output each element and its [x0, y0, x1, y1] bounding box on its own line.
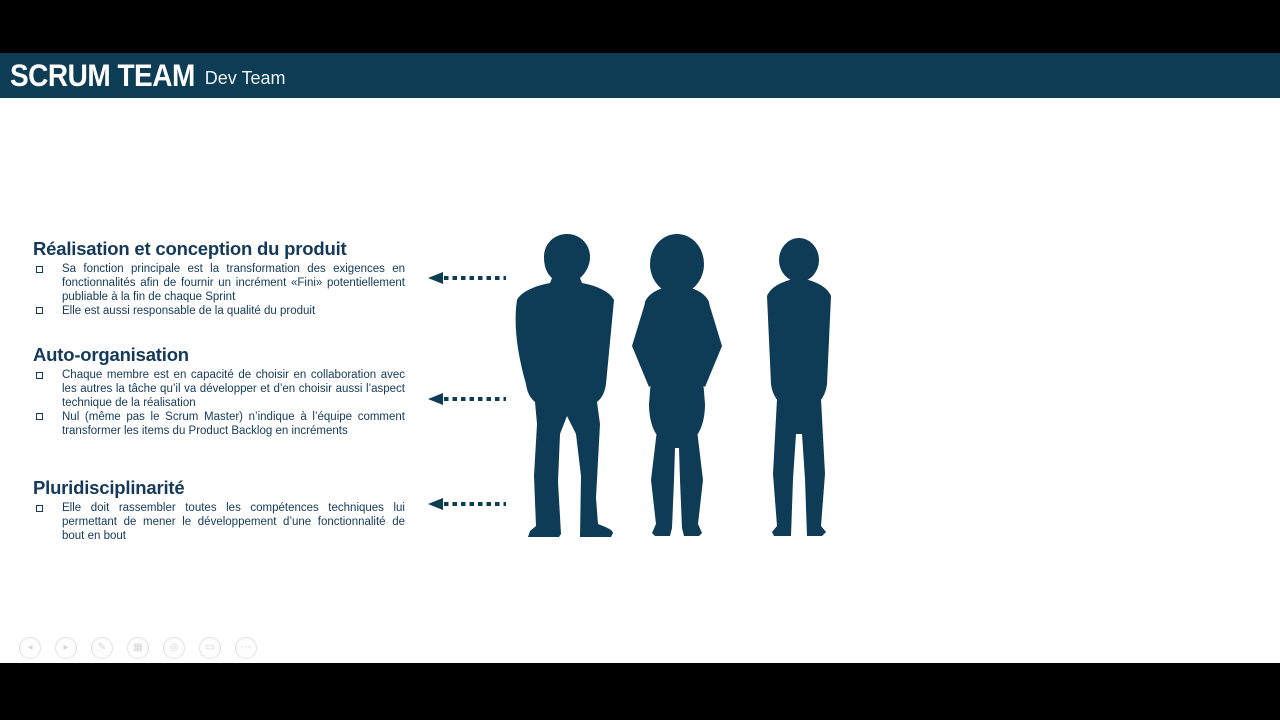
- section-heading: Réalisation et conception du produit: [33, 238, 347, 259]
- arrowhead-left-icon: [428, 393, 443, 405]
- bullet-item: [33, 305, 405, 319]
- zoom-slide-button[interactable]: [163, 637, 185, 659]
- next-slide-button[interactable]: [55, 637, 77, 659]
- bullet-item: [33, 369, 405, 410]
- subtitles-button[interactable]: [199, 637, 221, 659]
- letterbox-top: [0, 0, 1280, 53]
- dotted-arrow-top: [428, 271, 506, 285]
- bullet-square-icon: [36, 505, 43, 512]
- more-options-button[interactable]: [235, 637, 257, 659]
- slide-subtitle: Dev Team: [204, 68, 286, 88]
- arrowhead-left-icon: [428, 272, 443, 284]
- slide-title-banner: [0, 53, 1280, 98]
- dotted-arrow-bottom: [428, 497, 506, 511]
- section-heading: Auto-organisation: [33, 344, 189, 365]
- previous-icon: ◂: [27, 642, 33, 653]
- letterbox-bottom: [0, 663, 1280, 720]
- presenter-toolbar: [19, 637, 257, 659]
- section-realisation: [33, 238, 405, 319]
- bullet-square-icon: [36, 266, 43, 273]
- bullet-item: [33, 502, 405, 543]
- subtitles-icon: ▭: [205, 642, 215, 653]
- pen-icon: ✎: [97, 642, 107, 653]
- silhouette-man-right: [767, 238, 831, 536]
- silhouette-man-left: [516, 234, 614, 537]
- bullet-square-icon: [36, 413, 43, 420]
- next-icon: ▸: [63, 642, 69, 653]
- bullet-text: Nul (même pas le Scrum Master) n’indique à l’équipe comment transformer les items du Product Backlog en incréments: [62, 410, 405, 437]
- dotted-line: [444, 276, 506, 281]
- see-all-slides-button[interactable]: [127, 637, 149, 659]
- previous-slide-button[interactable]: [19, 637, 41, 659]
- bullet-list: [33, 369, 405, 438]
- dotted-arrow-middle: [428, 392, 506, 406]
- bullet-text: Chaque membre est en capacité de choisir en collaboration avec les autres la tâche qu’il va développer et d’en choisir aussi l’aspect technique de la réalisation: [62, 369, 405, 409]
- magnifier-icon: ◎: [169, 642, 179, 653]
- silhouette-woman-middle: [632, 234, 722, 536]
- all-slides-icon: ▦: [133, 642, 143, 653]
- bullet-text: Elle doit rassembler toutes les compétences techniques lui permettant de mener le développement d’une fonctionnalité de bout en bout: [62, 502, 405, 542]
- bullet-list: [33, 502, 405, 543]
- bullet-list: [33, 263, 405, 319]
- slide-canvas: [0, 53, 1280, 663]
- dotted-line: [444, 502, 506, 507]
- slide-title: SCRUM TEAM: [10, 57, 195, 93]
- bullet-item: [33, 411, 405, 439]
- section-auto-organisation: [33, 344, 405, 438]
- bullet-text: Sa fonction principale est la transformation des exigences en fonctionnalités afin de fournir un incrément «Fini» potentiellement publiable à la fin de chaque Sprint: [62, 263, 405, 303]
- bullet-square-icon: [36, 372, 43, 379]
- pen-tools-button[interactable]: [91, 637, 113, 659]
- ellipsis-icon: ⋯: [241, 642, 251, 653]
- section-heading: Pluridisciplinarité: [33, 477, 185, 498]
- bullet-text: Elle est aussi responsable de la qualité du produit: [62, 304, 316, 317]
- dotted-line: [444, 397, 506, 402]
- section-pluridisciplinarite: [33, 477, 405, 543]
- dev-team-silhouettes-image: [505, 234, 845, 542]
- bullet-item: [33, 263, 405, 304]
- bullet-square-icon: [36, 307, 43, 314]
- arrowhead-left-icon: [428, 498, 443, 510]
